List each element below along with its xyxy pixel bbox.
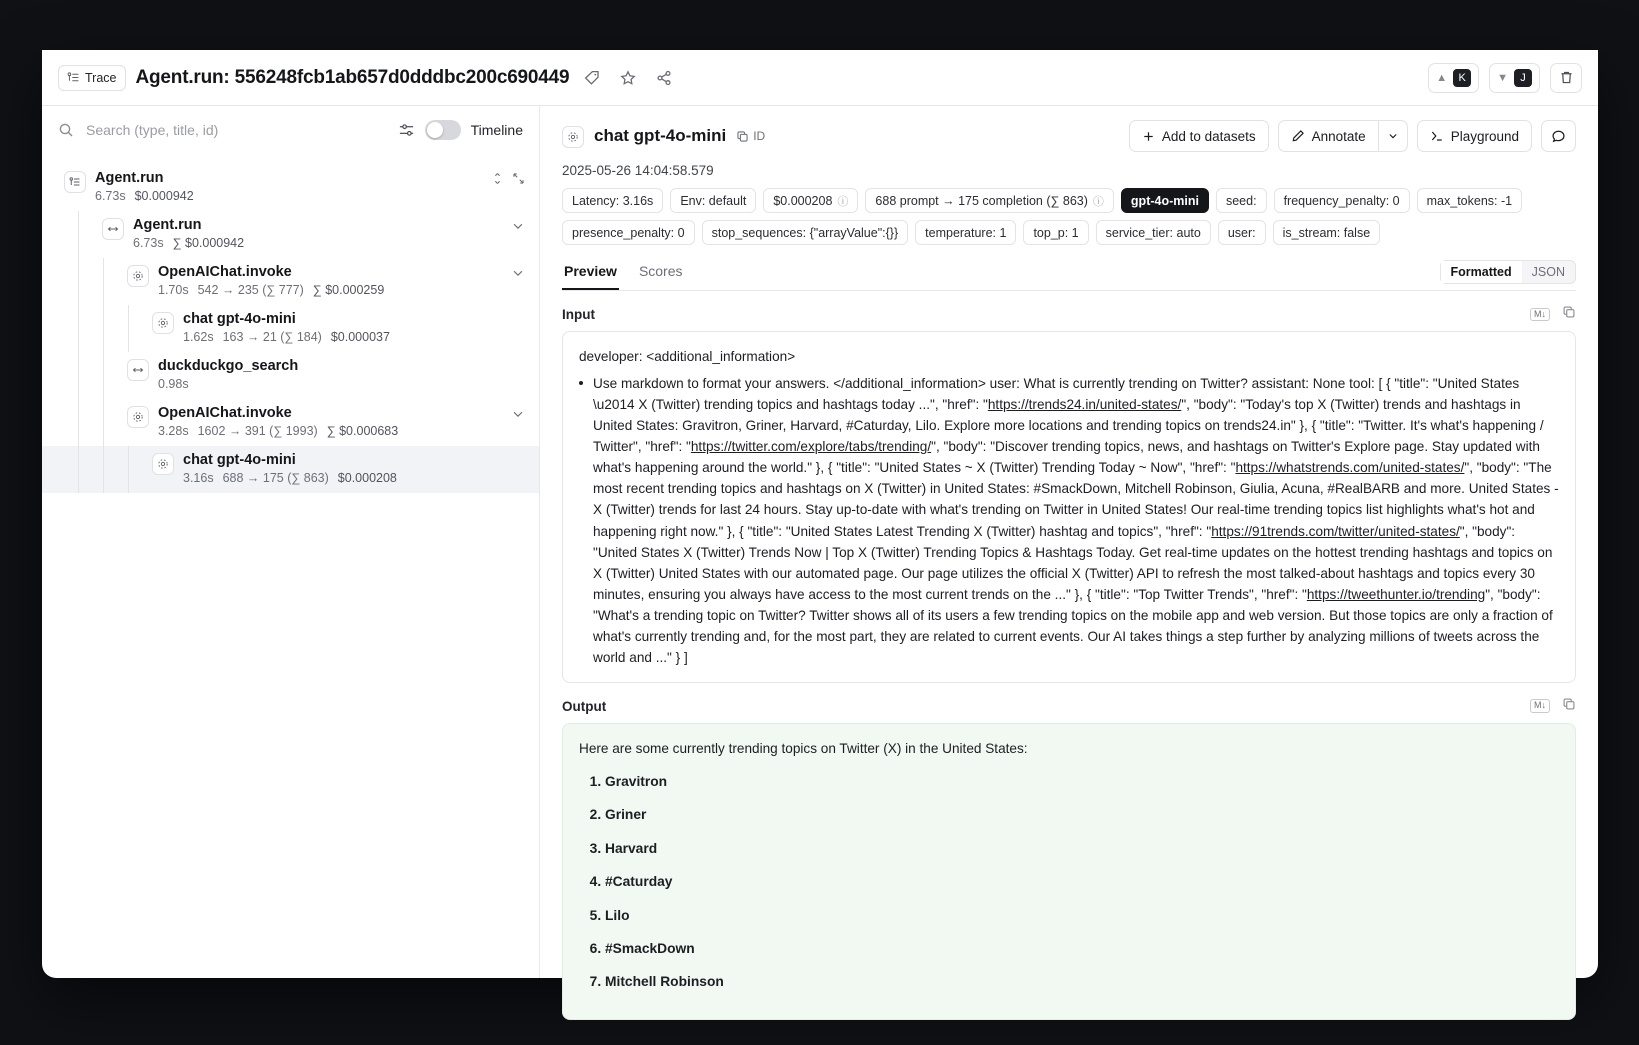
tree-row[interactable] <box>42 258 539 305</box>
detail-tabs <box>562 259 1576 291</box>
duration: 0.98s <box>158 377 189 391</box>
span-icon <box>102 218 124 240</box>
duration: 6.73s <box>95 189 126 203</box>
duration: 3.28s <box>158 424 189 438</box>
tree-row[interactable] <box>42 305 539 352</box>
tree-node-content <box>183 311 390 344</box>
collapse-all-icon[interactable] <box>512 172 525 190</box>
cost: $0.000208 <box>337 471 397 485</box>
input-body-text: Use markdown to format your answers. </additional_information> user: What is currently trending on Twitter? assistant: None tool: [ { "title": "United States \u2014 X (Twitter) trending topics and hashtags today ...", "href": "https://trends24.in/united-states/", "body": "Today's top X (Twitter) trends and hashtags in United States: Gravitron, Griner, Harvard, #Caturday, Lilo. Explore more locations and trending topics on trends24.in" }, { "title": "Twitter. It's what's happening / Twitter", "href": "https://twitter.com/explore/tabs/trending/", "body": "Discover trending topics, news, and hashtags on Twitter's Explore page. Stay updated with what's happening around the world." }, { "title": "United States ~ X (Twitter) Trending Today ~ Now", "href": "https://whatstrends.com/united-states/", "body": "The most recent trending topics and hashtags on X (Twitter) in United States: #SmackDown, Mitchell Robinson, Giulia, Acuna, #RealBARB and more. United States - X (Twitter) trends for last 24 hours. Stay up-to-date with what's trending on Twitter in United States! Our real-time trending topics list highlights what's hot and happening right now." }, { "title": "United States Latest Trending X (Twitter) hashtag and topics", "href": "https://91trends.com/twitter/united-states/", "body": "United States X (Twitter) Trends Now | Top X (Twitter) Trending Topics & Hashtags Today. Get real-time updates on the hottest trending hashtags and topics on X (Twitter) United States with our automated page. Our page utilizes the official X (Twitter) API to refresh the most talked-about hashtags and topics every 30 minutes, ensuring you always have access to the most current trends on the ..." }, { "title": "Top Twitter Trends", "href": "https://tweethunter.io/trending", "body": "What's a trending topic on Twitter? Twitter shows all of its users a few trending topics on the mobile app and web version. But those topics are only a fraction of what's currently trending and, for the most part, they are related to current events. Our AI takes things a step further by analyzing millions of tweets across the world and ..." } ] <box>593 376 1559 665</box>
duration: 3.16s <box>183 471 214 485</box>
chevron-up-icon: ▲ <box>1436 71 1448 84</box>
comment-button[interactable] <box>1541 120 1576 152</box>
duration: 1.70s <box>158 283 189 297</box>
badge-top-p: top_p: 1 <box>1023 220 1088 245</box>
tag-icon[interactable] <box>579 65 605 91</box>
annotate-dropdown-button[interactable] <box>1378 120 1408 152</box>
generation-icon <box>127 265 149 287</box>
tree-node-content <box>158 358 298 391</box>
tree-node-content <box>183 452 397 485</box>
cost: ∑ $0.000259 <box>312 283 385 297</box>
tree-node-title: chat gpt-4o-mini <box>183 452 296 468</box>
view-json-option[interactable]: JSON <box>1531 264 1565 279</box>
output-trend-list <box>579 771 1559 993</box>
next-trace-nav[interactable] <box>1489 63 1540 93</box>
observation-title: chat gpt-4o-mini <box>594 126 727 145</box>
tokens: 1602 → 391 (∑ 1993) <box>197 424 318 438</box>
input-panel <box>562 331 1576 683</box>
cost: ∑ $0.000683 <box>326 424 399 438</box>
tree-row[interactable] <box>42 211 539 258</box>
list-item: 5. Lilo <box>605 905 1559 926</box>
search-input[interactable] <box>84 121 388 139</box>
topbar-right-actions <box>1428 63 1582 93</box>
link-tweethunter[interactable]: https://tweethunter.io/trending <box>1306 586 1486 602</box>
markdown-icon[interactable]: M↓ <box>1530 308 1550 322</box>
output-section-title: Output <box>562 698 607 714</box>
id-label: ID <box>753 129 766 143</box>
tree-node-meta <box>183 471 397 485</box>
tree-row[interactable] <box>42 446 539 493</box>
pencil-icon <box>1291 129 1305 143</box>
tree-row-actions <box>491 170 525 190</box>
badge-temperature: temperature: 1 <box>915 220 1016 245</box>
badge-latency: Latency: 3.16s <box>562 188 663 213</box>
filter-settings-icon[interactable] <box>398 122 415 139</box>
tree-row[interactable] <box>42 352 539 399</box>
trace-tree-pane <box>42 106 540 978</box>
tree-node-meta <box>158 424 398 438</box>
output-panel <box>562 723 1576 1020</box>
app-window <box>42 50 1598 990</box>
list-item: 4. #Caturday <box>605 871 1559 892</box>
badge-stop-sequences: stop_sequences: {"arrayValue":{}} <box>702 220 909 245</box>
tree-row-actions <box>511 405 525 426</box>
observation-timestamp: 2025-05-26 14:04:58.579 <box>562 163 714 178</box>
playground-label: Playground <box>1450 128 1519 144</box>
generation-icon <box>152 312 174 334</box>
search-row <box>42 106 539 154</box>
generation-icon <box>152 453 174 475</box>
chevron-down-icon[interactable] <box>511 219 525 238</box>
list-item: 1. Gravitron <box>605 771 1559 792</box>
tree-node-meta <box>158 377 298 391</box>
badge-service-tier: service_tier: auto <box>1096 220 1211 245</box>
tree-node-content <box>133 217 244 250</box>
list-item: 3. Harvard <box>605 838 1559 859</box>
annotate-label: Annotate <box>1311 128 1366 144</box>
tree-node-meta <box>158 283 384 297</box>
plus-icon <box>1142 130 1155 143</box>
chevron-down-icon <box>1387 130 1399 142</box>
tree-node-meta <box>183 330 390 344</box>
generation-icon <box>127 406 149 428</box>
main-body <box>42 106 1598 990</box>
duration: 6.73s <box>133 236 164 250</box>
star-icon[interactable] <box>615 65 641 91</box>
tree-node-title: chat gpt-4o-mini <box>183 311 296 327</box>
trace-chip-label: Trace <box>85 70 117 85</box>
copy-id-button[interactable] <box>736 129 765 143</box>
tokens: 688 → 175 (∑ 863) <box>222 471 329 485</box>
bullet-icon <box>579 381 583 385</box>
copy-icon[interactable] <box>1562 697 1576 716</box>
kbd-prev: K <box>1453 69 1471 87</box>
observation-detail-pane <box>540 106 1598 990</box>
link-trends24[interactable]: https://trends24.in/united-states/ <box>987 397 1182 413</box>
list-item: 6. #SmackDown <box>605 938 1559 959</box>
add-to-datasets-label: Add to datasets <box>1161 128 1256 144</box>
badge-max-tokens: max_tokens: -1 <box>1417 188 1522 213</box>
observation-header <box>562 106 1576 152</box>
tree-row-actions <box>511 217 525 238</box>
list-item: 7. Mitchell Robinson <box>605 971 1559 992</box>
badge-frequency-penalty: frequency_penalty: 0 <box>1274 188 1410 213</box>
badge-cost: $0.000208 ⓘ <box>763 188 858 213</box>
share-icon[interactable] <box>651 65 677 91</box>
chevron-down-icon: ▼ <box>1497 71 1508 84</box>
input-role-line: developer: <additional_information> <box>579 349 796 364</box>
cost: $0.000942 <box>134 189 194 203</box>
sort-icon[interactable] <box>491 172 504 190</box>
badge-env: Env: default <box>670 188 756 213</box>
tree-node-meta <box>95 189 194 203</box>
output-section-tools <box>1530 697 1576 716</box>
tab-scores[interactable]: Scores <box>638 263 683 279</box>
tokens: 163 → 21 (∑ 184) <box>222 330 322 344</box>
trace-type-chip[interactable] <box>58 65 126 91</box>
badge-tokens: 688 prompt → 175 completion (∑ 863) ⓘ <box>865 188 1114 213</box>
terminal-icon <box>1430 129 1444 143</box>
info-icon: ⓘ <box>1092 195 1104 208</box>
generation-icon <box>562 126 584 148</box>
copy-icon[interactable] <box>1562 305 1576 324</box>
tree-node-title: Agent.run <box>133 217 202 233</box>
list-item: 2. Griner <box>605 804 1559 825</box>
tab-preview[interactable]: Preview <box>562 259 619 290</box>
search-icon <box>58 122 74 138</box>
tree-node-content <box>95 170 194 203</box>
link-91trends[interactable]: https://91trends.com/twitter/united-states/ <box>1211 523 1460 539</box>
cost: $0.000037 <box>330 330 390 344</box>
tree-row[interactable] <box>42 399 539 446</box>
tree-node-content <box>158 405 398 438</box>
metadata-badges <box>562 188 1576 245</box>
comment-icon <box>1551 129 1566 144</box>
trace-icon <box>64 171 86 193</box>
tree-row-actions <box>511 264 525 285</box>
timeline-toggle[interactable] <box>425 120 461 140</box>
link-whatstrends[interactable]: https://whatstrends.com/united-states/ <box>1235 460 1465 476</box>
cost: ∑ $0.000942 <box>172 236 245 250</box>
topbar <box>42 50 1598 106</box>
playground-button[interactable] <box>1417 120 1532 152</box>
badge-is-stream: is_stream: false <box>1273 220 1381 245</box>
annotate-button[interactable] <box>1278 120 1378 152</box>
badge-user: user: <box>1218 220 1266 245</box>
delete-button[interactable] <box>1550 63 1582 93</box>
output-section-header <box>562 697 1576 716</box>
tree-node-content <box>158 264 384 297</box>
detail-actions <box>1129 120 1576 152</box>
view-formatted-option[interactable]: Formatted <box>1441 261 1522 283</box>
observation-tree <box>42 154 539 978</box>
badge-seed: seed: <box>1216 188 1267 213</box>
input-section-title: Input <box>562 307 595 322</box>
chevron-down-icon[interactable] <box>511 266 525 285</box>
copy-icon <box>736 130 749 143</box>
tree-node-title: OpenAIChat.invoke <box>158 405 292 421</box>
span-icon <box>127 359 149 381</box>
badge-presence-penalty: presence_penalty: 0 <box>562 220 695 245</box>
tree-node-title: OpenAIChat.invoke <box>158 264 292 280</box>
tree-node-title: duckduckgo_search <box>158 358 299 374</box>
timeline-label: Timeline <box>470 122 523 138</box>
badge-model: gpt-4o-mini <box>1121 188 1209 213</box>
chevron-down-icon[interactable] <box>511 407 525 426</box>
input-section-header <box>562 305 1576 324</box>
add-to-datasets-button[interactable] <box>1129 120 1269 152</box>
page-title: Agent.run: 556248fcb1ab657d0dddbc200c690449 <box>135 66 570 88</box>
kbd-next: J <box>1514 69 1532 87</box>
tokens: 542 → 235 (∑ 777) <box>197 283 304 297</box>
input-section-tools <box>1530 305 1576 324</box>
tree-node-title: Agent.run <box>95 170 164 186</box>
duration: 1.62s <box>183 330 214 344</box>
info-icon: ⓘ <box>837 195 849 208</box>
tree-node-meta <box>133 236 244 250</box>
link-twitter-explore[interactable]: https://twitter.com/explore/tabs/trending/ <box>690 439 932 455</box>
timeline-toggle-knob <box>427 122 443 138</box>
input-bullet-item <box>579 373 1559 668</box>
view-format-toggle <box>1440 260 1576 284</box>
output-intro-text: Here are some currently trending topics on Twitter (X) in the United States: <box>579 740 1028 756</box>
tree-row[interactable] <box>42 164 539 211</box>
prev-trace-nav[interactable] <box>1428 63 1479 93</box>
markdown-icon[interactable]: M↓ <box>1530 699 1550 713</box>
trace-icon <box>67 71 80 84</box>
